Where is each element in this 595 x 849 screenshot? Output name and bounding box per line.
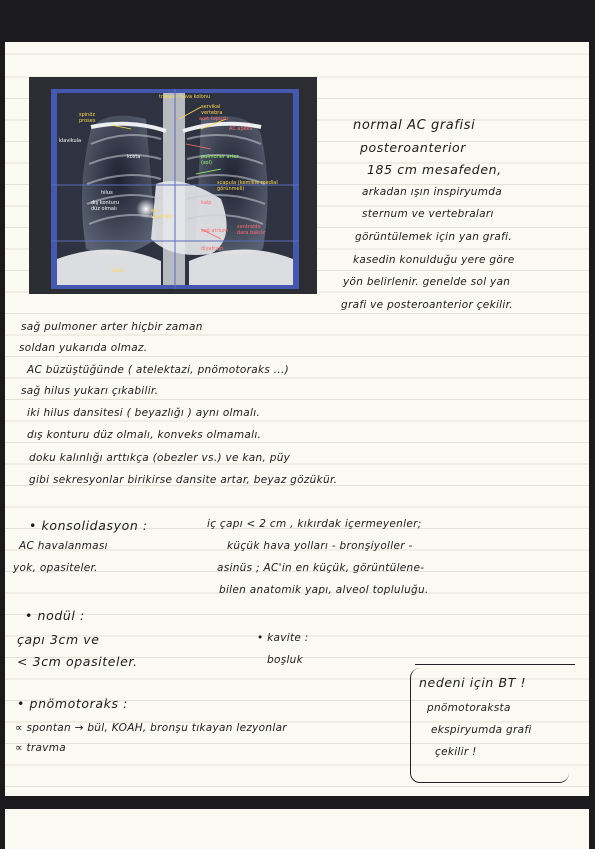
note-body-1: sağ pulmoner arter hiçbir zaman (21, 321, 203, 333)
note-right-6: görüntülemek için yan grafi. (355, 231, 512, 243)
note-body-3: AC büzüştüğünde ( atelektazi, pnömotoraks ...) (27, 364, 290, 376)
label-santral: santralde dara bakılır (237, 224, 266, 236)
konsolidasyon-right-2: küçük hava yolları - bronşiyoller - (227, 540, 413, 552)
kavite-title: • kavite : (257, 632, 309, 644)
label-sag-atrium: sağ atrium (201, 228, 228, 234)
note-right-2: posteroanterior (360, 140, 467, 155)
nodul-title: • nodül : (25, 608, 85, 623)
label-scapula: scapula (kemikle medial görünmeli) (217, 180, 278, 192)
note-body-7: doku kalınlığı arttıkça (obezler vs.) ve kan, püy (29, 452, 291, 464)
konsolidasyon-right-3: asinüs ; AC'in en küçük, görüntülene- (217, 562, 425, 574)
label-kosta: kosta (127, 154, 141, 160)
label-aort: aort topuzu (199, 116, 228, 122)
pnomotoraks-line-2: ∝ spontan → bül, KOAH, bronşu tıkayan lezyonlar (15, 722, 287, 734)
label-kalp: kalp (201, 200, 212, 206)
xray-photo (29, 77, 317, 294)
note-right-7: kasedin konulduğu yere göre (353, 254, 515, 266)
note-body-5: iki hilus dansitesi ( beyazlığı ) aynı olmalı. (27, 407, 261, 419)
box-line-2: pnömotoraksta (427, 702, 511, 714)
box-top-line (415, 664, 575, 665)
note-body-4: sağ hilus yukarı çıkabilir. (21, 385, 159, 397)
note-body-6: dış konturu düz olmalı, konveks olmamalı. (27, 429, 262, 441)
note-page (5, 42, 589, 796)
note-right-3: 185 cm mesafeden, (367, 162, 502, 177)
note-right-5: sternum ve vertebraları (362, 208, 494, 220)
next-page (5, 809, 589, 849)
konsolidasyon-right-4: bilen anatomik yapı, alveol topluluğu. (219, 584, 429, 596)
note-right-9: grafi ve posteroanterior çekilir. (341, 299, 513, 311)
note-right-1: normal AC grafisi (353, 118, 476, 133)
label-dis-kontur: dış konturu düz olmalı (91, 200, 120, 212)
nodul-line-2: çapı 3cm ve (17, 632, 100, 647)
note-body-2: soldan yukarıda olmaz. (19, 342, 148, 354)
konsolidasyon-right-1: iç çapı < 2 cm , kıkırdak içermeyenler; (207, 518, 422, 530)
box-line-4: çekilir ! (435, 746, 477, 758)
label-diyafram: diyafram (201, 246, 224, 252)
label-pulmoner: pulmoner arter (sol) (201, 154, 239, 166)
konsolidasyon-left-3: yok, opasiteler. (13, 562, 98, 574)
xray-screen (51, 89, 299, 289)
konsolidasyon-title: • konsolidasyon : (29, 518, 148, 533)
pnomotoraks-line-3: ∝ travma (15, 742, 66, 754)
label-sinus: sinüs (111, 268, 124, 274)
label-spinal: spinöz proses (79, 112, 96, 124)
box-line-3: ekspiryumda grafi (431, 724, 532, 736)
label-hilus: hilus (101, 190, 113, 196)
konsolidasyon-left-2: AC havalanması (19, 540, 108, 552)
note-right-4: arkadan ışın inspiryumda (362, 186, 502, 198)
box-line-1: nedeni için BT ! (419, 675, 527, 690)
label-clavicula: klavikula (59, 138, 82, 144)
label-trachea: trakea / hava kolonu (159, 94, 211, 100)
label-ac-apex: AC apeks (229, 126, 253, 132)
label-sol-ventrikul: sol ventrikül (151, 208, 173, 220)
note-body-8: gibi sekresyonlar birikirse dansite artar, beyaz gözükür. (29, 474, 338, 486)
note-right-8: yön belirlenir. genelde sol yan (343, 276, 511, 288)
nodul-line-3: < 3cm opasiteler. (17, 654, 138, 669)
label-spine: servikal vertebra (201, 104, 223, 116)
kavite-line-2: boşluk (267, 654, 304, 666)
pnomotoraks-title: • pnömotoraks : (17, 696, 128, 711)
